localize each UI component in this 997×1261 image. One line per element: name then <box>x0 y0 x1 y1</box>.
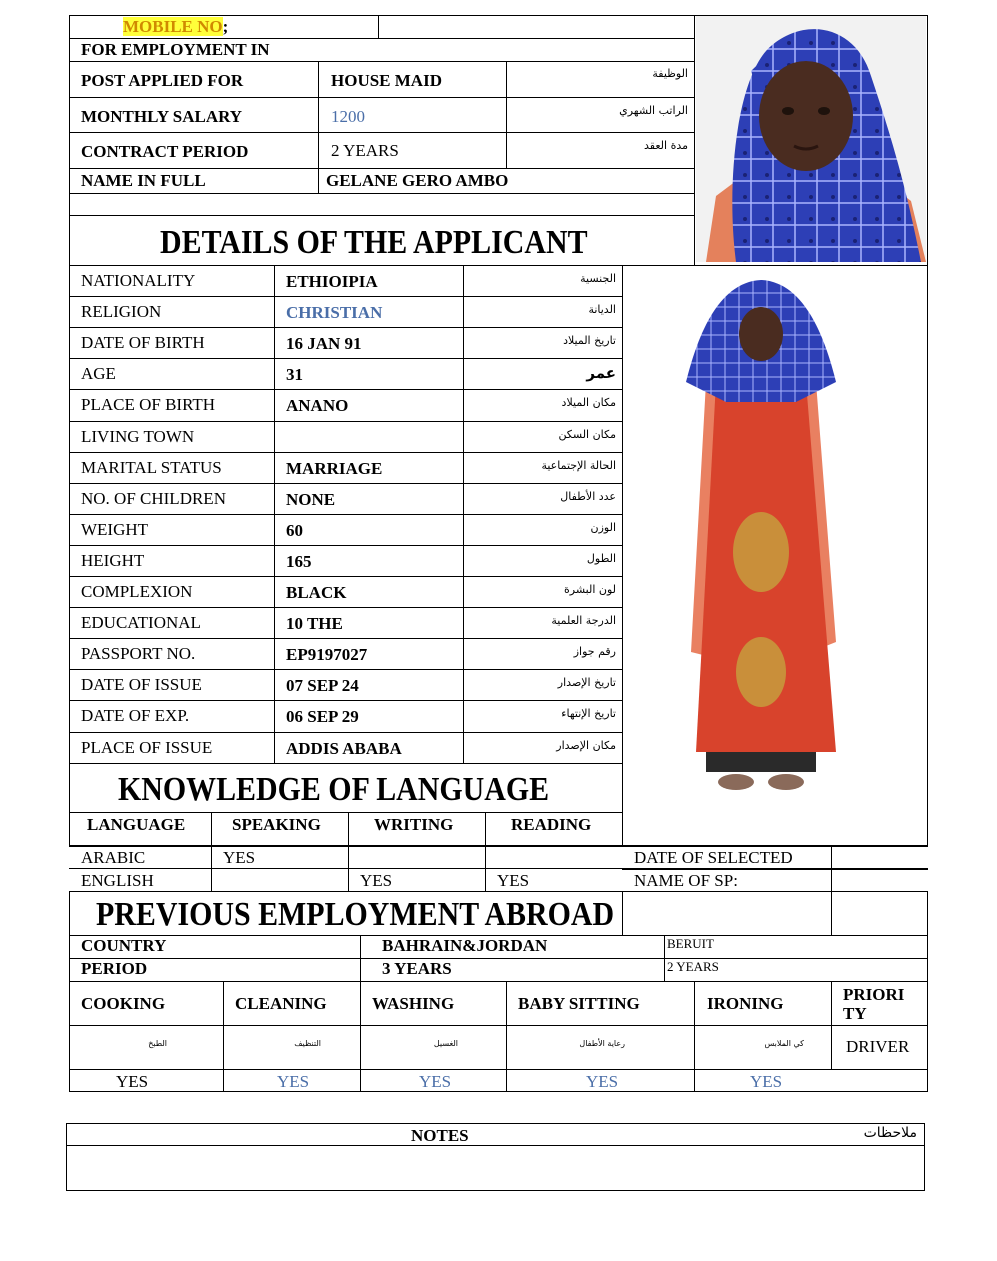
priority-label: PRIORI TY <box>843 985 905 1023</box>
details-value: CHRISTIAN <box>286 303 383 323</box>
details-value: 60 <box>286 520 303 540</box>
prev-title-divider <box>622 891 623 935</box>
lang-col <box>348 812 349 892</box>
details-arabic: تاريخ الميلاد <box>563 334 616 348</box>
mobile-divider <box>378 15 379 38</box>
row-line <box>69 132 694 133</box>
skill-line <box>69 1069 928 1070</box>
notes-ar: ملاحظات <box>863 1125 917 1141</box>
details-row-line <box>69 638 622 639</box>
skill-value-washing: YES <box>419 1072 452 1091</box>
skill-value-cooking: YES <box>116 1072 149 1091</box>
name-label: NAME IN FULL <box>81 171 206 190</box>
details-value: 06 SEP 29 <box>286 707 359 727</box>
contract-label: CONTRACT PERIOD <box>81 142 249 161</box>
details-value: 07 SEP 24 <box>286 676 359 696</box>
salary-label: MONTHLY SALARY <box>81 107 243 126</box>
details-label: WEIGHT <box>81 519 149 539</box>
row-line <box>69 38 694 39</box>
details-label: PLACE OF ISSUE <box>81 737 213 757</box>
details-label: DATE OF EXP. <box>81 706 190 726</box>
skill-washing: WASHING <box>372 994 455 1013</box>
details-right-edge <box>622 265 623 846</box>
skill-cleaning: CLEANING <box>235 994 327 1013</box>
skill-ar-cleaning: التنظيف <box>294 1039 321 1048</box>
lang-row-line <box>622 869 928 870</box>
notes-box <box>66 1123 925 1191</box>
details-value: ADDIS ABABA <box>286 738 402 758</box>
salary-ar: الراتب الشهري <box>619 104 688 117</box>
details-value: EP9197027 <box>286 645 368 665</box>
lang-header-writing: WRITING <box>374 815 454 834</box>
details-arabic: مكان الميلاد <box>561 396 616 410</box>
row-line <box>69 61 694 62</box>
details-row-line <box>69 483 622 484</box>
details-value: 31 <box>286 365 303 385</box>
period-value: 3 YEARS <box>382 959 452 978</box>
contract-ar: مدة العقد <box>644 139 688 152</box>
country-value: BAHRAIN&JORDAN <box>382 936 548 955</box>
details-label: NATIONALITY <box>81 271 196 290</box>
details-arabic: الجنسية <box>580 272 616 285</box>
post-label: POST APPLIED FOR <box>81 71 244 90</box>
skill-ar-cooking: الطبخ <box>148 1039 167 1048</box>
full-body-photo <box>676 272 846 802</box>
prev-line <box>69 981 928 982</box>
lang-header-reading: READING <box>511 815 592 834</box>
details-label: EDUCATIONAL <box>81 613 201 633</box>
details-arabic: الوزن <box>590 520 616 534</box>
skill-baby-sitting: BABY SITTING <box>518 994 640 1013</box>
details-label: NO. OF CHILDREN <box>81 488 226 508</box>
contract-value: 2 YEARS <box>331 141 399 160</box>
date-of-selected-label: DATE OF SELECTED <box>634 848 793 867</box>
details-row-line <box>69 358 622 359</box>
lang-header-language: LANGUAGE <box>87 815 186 834</box>
salary-value: 1200 <box>331 107 365 126</box>
lang-col <box>211 812 212 892</box>
details-label: DATE OF BIRTH <box>81 333 205 353</box>
priority-value: DRIVER <box>846 1037 910 1056</box>
details-arabic: لون البشرة <box>564 583 616 596</box>
details-arabic: عدد الأطفال <box>560 489 616 503</box>
country-extra: BERUIT <box>667 936 714 951</box>
name-value: GELANE GERO AMBO <box>326 171 509 190</box>
lang-arabic: ARABIC <box>81 848 146 867</box>
skill-col <box>223 981 224 1092</box>
post-ar: الوظيفة <box>652 67 688 80</box>
details-row-line <box>69 327 622 328</box>
mobile-no-label: MOBILE NO; <box>123 17 229 36</box>
for-employment-label: FOR EMPLOYMENT IN <box>81 40 270 59</box>
lang-header-top <box>69 812 622 813</box>
lang-english-reading: YES <box>497 871 530 890</box>
details-arabic: عمر <box>586 364 616 383</box>
row-line <box>69 215 694 216</box>
skill-line <box>69 1025 928 1026</box>
skill-col <box>694 981 695 1092</box>
details-arabic: الطول <box>586 551 616 565</box>
details-value: 10 THE <box>286 614 343 634</box>
lang-english: ENGLISH <box>81 871 154 890</box>
details-label: HEIGHT <box>81 550 145 570</box>
lang-english-writing: YES <box>360 871 393 890</box>
details-row-line <box>69 452 622 453</box>
details-label: AGE <box>81 364 116 384</box>
lang-title-top <box>69 763 622 764</box>
language-title: KNOWLEDGE OF LANGUAGE <box>118 771 550 808</box>
details-arabic: الدرجة العلمية <box>551 614 616 628</box>
details-value: 16 JAN 91 <box>286 334 362 354</box>
col-line <box>318 61 319 193</box>
details-row-line <box>69 607 622 608</box>
skill-col <box>360 981 361 1092</box>
details-row-line <box>69 669 622 670</box>
details-value: BLACK <box>286 583 347 602</box>
notes-label: NOTES <box>411 1126 469 1145</box>
lang-header-speaking: SPEAKING <box>232 815 321 834</box>
row-line <box>69 193 694 194</box>
skill-ar-baby: رعاية الأطفال <box>579 1039 625 1048</box>
skill-ar-washing: الغسيل <box>433 1039 458 1048</box>
lang-col <box>485 812 486 892</box>
details-row-line <box>69 545 622 546</box>
details-value: NONE <box>286 489 336 509</box>
skill-ar-ironing: كي الملابس <box>764 1039 804 1048</box>
photo-divider <box>694 15 695 266</box>
details-label: RELIGION <box>81 302 162 322</box>
details-value: MARRIAGE <box>286 458 383 478</box>
skill-ironing: IRONING <box>707 994 784 1013</box>
notes-line <box>66 1145 925 1146</box>
previous-title: PREVIOUS EMPLOYMENT ABROAD <box>96 896 615 933</box>
skill-cooking: COOKING <box>81 994 166 1013</box>
skill-value-cleaning: YES <box>277 1072 310 1091</box>
row-line <box>69 168 694 169</box>
name-of-sp-label: NAME OF SP: <box>634 871 738 890</box>
row-line <box>69 97 694 98</box>
skill-col <box>506 981 507 1092</box>
details-label: LIVING TOWN <box>81 426 195 446</box>
details-label: COMPLEXION <box>81 582 193 601</box>
details-arabic: رقم جواز <box>573 645 616 659</box>
prev-line <box>69 958 928 959</box>
details-title: DETAILS OF THE APPLICANT <box>160 224 588 261</box>
details-value: ANANO <box>286 396 349 416</box>
details-row-line <box>69 296 622 297</box>
post-value: HOUSE MAID <box>331 71 442 90</box>
details-value: 165 <box>286 551 312 571</box>
details-label: MARITAL STATUS <box>81 457 222 477</box>
col-line <box>506 61 507 168</box>
lang-arabic-speaking: YES <box>223 848 256 867</box>
period-label: PERIOD <box>81 959 148 978</box>
skill-value-baby: YES <box>586 1072 619 1091</box>
details-label: PLACE OF BIRTH <box>81 395 216 415</box>
details-label: DATE OF ISSUE <box>81 675 202 695</box>
details-arabic: تاريخ الإصدار <box>557 676 616 690</box>
details-row-line <box>69 732 622 733</box>
portrait-photo <box>696 16 926 262</box>
details-row-line <box>69 700 622 701</box>
details-row-line <box>69 576 622 577</box>
details-label: PASSPORT NO. <box>81 644 196 664</box>
details-value: ETHIOIPIA <box>286 272 378 291</box>
details-arabic: تاريخ الإنتهاء <box>561 707 616 721</box>
details-arabic: الحالة الإجتماعية <box>541 458 616 472</box>
period-extra: 2 YEARS <box>667 959 719 974</box>
details-row-line <box>69 421 622 422</box>
details-row-line <box>69 389 622 390</box>
skill-value-ironing: YES <box>750 1072 783 1091</box>
lang-row-line <box>69 846 928 847</box>
details-arabic: مكان الإصدار <box>556 738 616 752</box>
details-arabic: الديانة <box>588 303 616 317</box>
details-row-line <box>69 514 622 515</box>
details-arabic: مكان السكن <box>558 427 616 441</box>
country-label: COUNTRY <box>81 936 167 955</box>
